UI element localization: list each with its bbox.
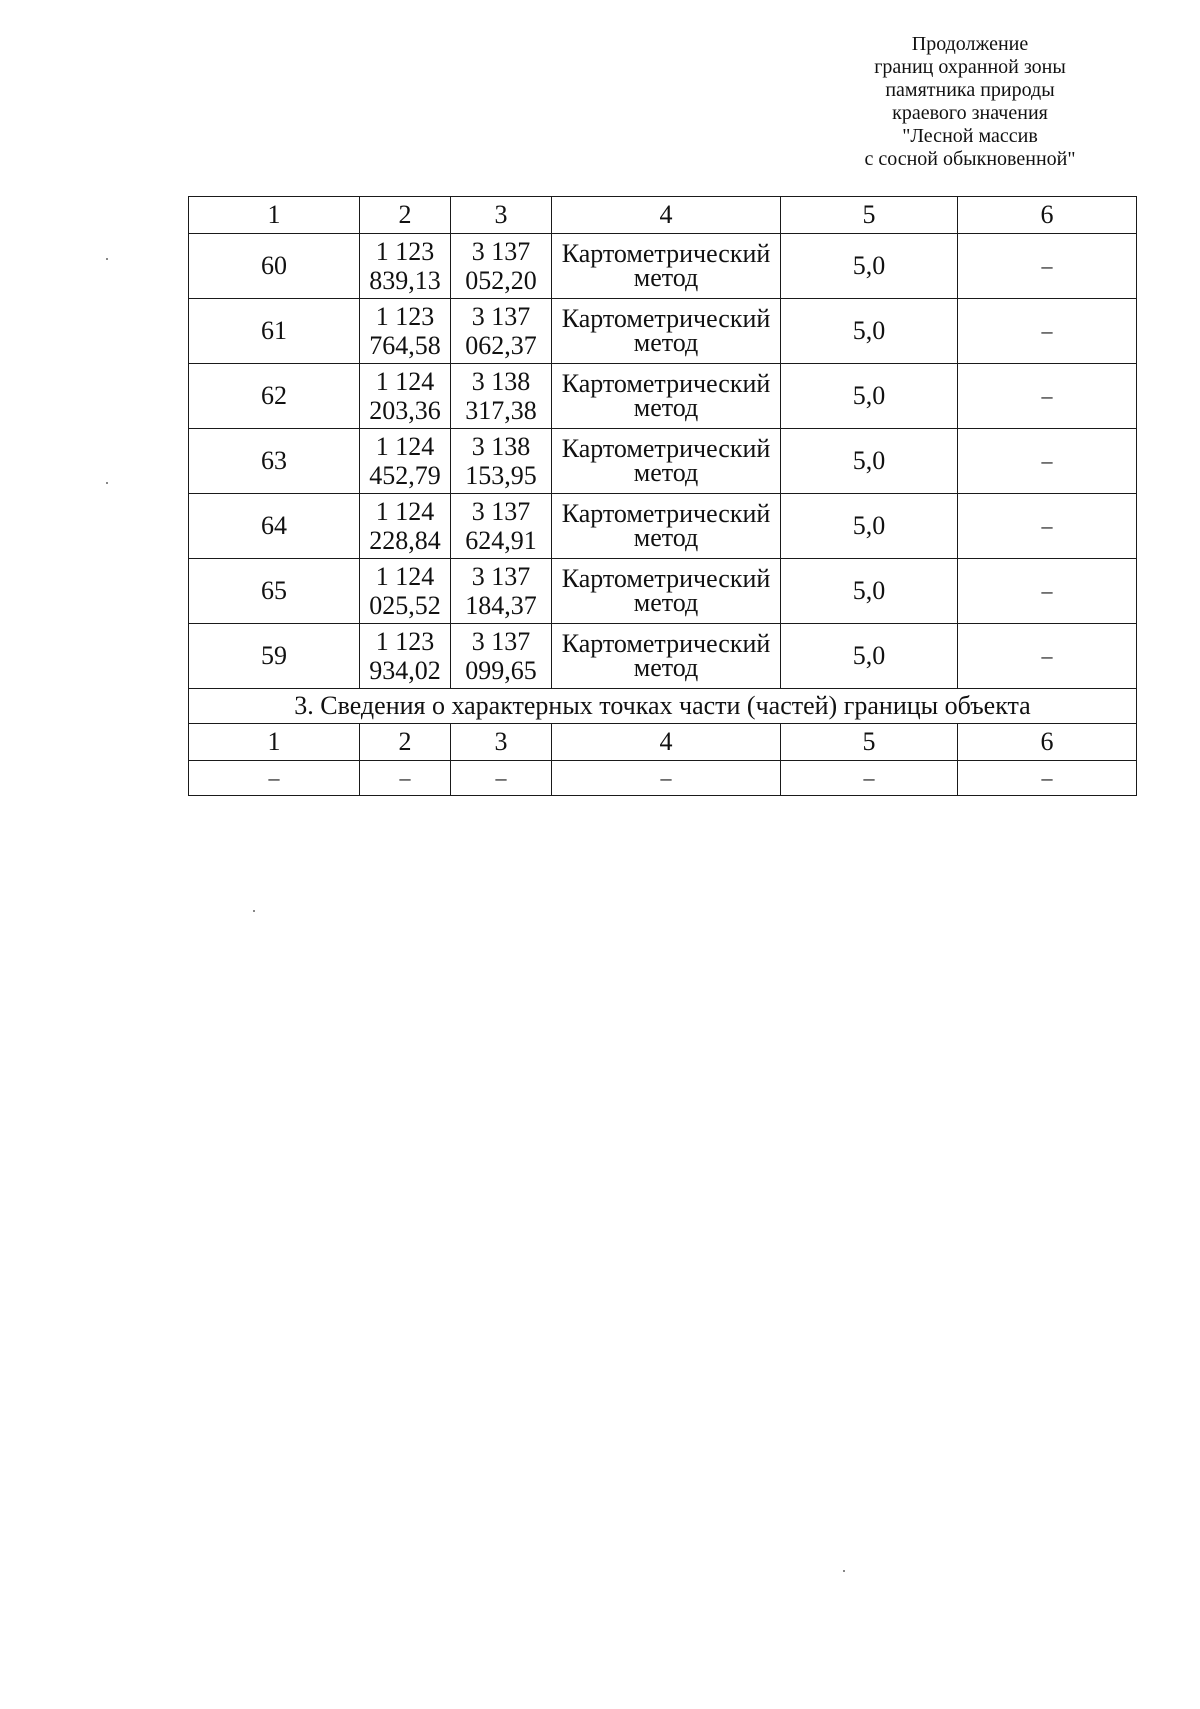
accuracy-cell: 5,0 (781, 299, 958, 364)
method-line1: Картометрический (561, 564, 771, 593)
point-number: 59 (189, 624, 360, 689)
empty-cell: – (552, 761, 781, 796)
column-number-row (189, 197, 1137, 234)
coordinate-x-line1: 1 124 (375, 367, 435, 396)
method-line2: метод (633, 458, 699, 487)
coordinate-y-line1: 3 138 (471, 432, 531, 461)
method-line2: метод (633, 588, 699, 617)
boundary-points-table (188, 196, 1137, 796)
column-number: 4 (552, 197, 781, 234)
coordinate-y-line1: 3 138 (471, 367, 531, 396)
note-cell: – (958, 559, 1137, 624)
continuation-note (770, 33, 1170, 171)
column-number: 1 (189, 724, 360, 761)
column-number: 6 (958, 197, 1137, 234)
coordinate-x (360, 429, 451, 494)
coordinate-x-line2: 228,84 (369, 526, 441, 555)
table-row (189, 559, 1137, 624)
method-cell (552, 559, 781, 624)
coordinate-y (451, 299, 552, 364)
column-number: 3 (451, 197, 552, 234)
section-title-row (189, 689, 1137, 724)
section-title: 3. Сведения о характерных точках части (частей) границы объекта (189, 689, 1137, 724)
note-cell: – (958, 364, 1137, 429)
coordinate-x-line1: 1 124 (375, 497, 435, 526)
accuracy-cell: 5,0 (781, 234, 958, 299)
note-cell: – (958, 299, 1137, 364)
section-column-number-row (189, 724, 1137, 761)
coordinate-x-line2: 934,02 (369, 656, 441, 685)
coordinate-y (451, 234, 552, 299)
method-cell (552, 299, 781, 364)
coordinate-x-line1: 1 123 (375, 627, 435, 656)
coordinate-x (360, 299, 451, 364)
accuracy-cell: 5,0 (781, 429, 958, 494)
note-cell: – (958, 624, 1137, 689)
continuation-note-line: краевого значения (892, 102, 1048, 124)
coordinate-x-line2: 839,13 (369, 266, 441, 295)
method-line2: метод (633, 393, 699, 422)
coordinate-y-line2: 099,65 (465, 656, 537, 685)
coordinate-x-line2: 452,79 (369, 461, 441, 490)
method-cell (552, 429, 781, 494)
column-number: 2 (360, 724, 451, 761)
coordinate-x (360, 364, 451, 429)
coordinate-y-line1: 3 137 (471, 237, 531, 266)
column-number: 2 (360, 197, 451, 234)
coordinate-x (360, 624, 451, 689)
accuracy-cell: 5,0 (781, 494, 958, 559)
column-number: 4 (552, 724, 781, 761)
table-row (189, 429, 1137, 494)
method-line1: Картометрический (561, 434, 771, 463)
table-row (189, 299, 1137, 364)
empty-cell: – (451, 761, 552, 796)
table-row (189, 494, 1137, 559)
accuracy-cell: 5,0 (781, 364, 958, 429)
column-number: 1 (189, 197, 360, 234)
coordinate-y (451, 494, 552, 559)
coordinate-x-line1: 1 124 (375, 432, 435, 461)
coordinate-y-line2: 317,38 (465, 396, 537, 425)
coordinate-y-line1: 3 137 (471, 497, 531, 526)
coordinate-x-line2: 203,36 (369, 396, 441, 425)
empty-cell: – (189, 761, 360, 796)
empty-cell: – (958, 761, 1137, 796)
method-cell (552, 494, 781, 559)
column-number: 5 (781, 197, 958, 234)
method-line1: Картометрический (561, 304, 771, 333)
coordinate-y-line2: 153,95 (465, 461, 537, 490)
coordinate-y-line1: 3 137 (471, 627, 531, 656)
continuation-note-line: границ охранной зоны (874, 56, 1066, 78)
empty-cell: – (360, 761, 451, 796)
scan-speck (106, 258, 108, 260)
table-row (189, 624, 1137, 689)
scan-speck (106, 482, 108, 484)
coordinate-x-line2: 764,58 (369, 331, 441, 360)
coordinate-y (451, 624, 552, 689)
method-cell (552, 364, 781, 429)
point-number: 63 (189, 429, 360, 494)
continuation-note-line: памятника природы (885, 79, 1055, 101)
coordinate-x-line1: 1 124 (375, 562, 435, 591)
point-number: 62 (189, 364, 360, 429)
point-number: 64 (189, 494, 360, 559)
note-cell: – (958, 429, 1137, 494)
coordinate-x (360, 234, 451, 299)
coordinate-x-line1: 1 123 (375, 237, 435, 266)
method-line2: метод (633, 328, 699, 357)
column-number: 5 (781, 724, 958, 761)
method-line1: Картометрический (561, 239, 771, 268)
continuation-note-line: Продолжение (911, 33, 1029, 55)
coordinate-y (451, 364, 552, 429)
method-line1: Картометрический (561, 629, 771, 658)
coordinate-y-line2: 052,20 (465, 266, 537, 295)
point-number: 60 (189, 234, 360, 299)
coordinate-y-line1: 3 137 (471, 302, 531, 331)
section-empty-row (189, 761, 1137, 796)
table-row (189, 234, 1137, 299)
note-cell: – (958, 494, 1137, 559)
method-line1: Картометрический (561, 369, 771, 398)
coordinate-y-line2: 062,37 (465, 331, 537, 360)
coordinate-x-line2: 025,52 (369, 591, 441, 620)
coordinate-y-line1: 3 137 (471, 562, 531, 591)
method-cell (552, 234, 781, 299)
point-number: 61 (189, 299, 360, 364)
coordinate-x (360, 494, 451, 559)
coordinate-x (360, 559, 451, 624)
column-number: 6 (958, 724, 1137, 761)
accuracy-cell: 5,0 (781, 559, 958, 624)
empty-cell: – (781, 761, 958, 796)
method-line2: метод (633, 263, 699, 292)
coordinate-y-line2: 624,91 (465, 526, 537, 555)
method-line1: Картометрический (561, 499, 771, 528)
coordinate-x-line1: 1 123 (375, 302, 435, 331)
continuation-note-line: с сосной обыкновенной" (864, 148, 1076, 170)
coordinate-y (451, 559, 552, 624)
continuation-note-line: "Лесной массив (902, 125, 1038, 147)
accuracy-cell: 5,0 (781, 624, 958, 689)
scan-speck (253, 910, 255, 912)
coordinate-y (451, 429, 552, 494)
column-number: 3 (451, 724, 552, 761)
method-line2: метод (633, 523, 699, 552)
method-cell (552, 624, 781, 689)
scan-speck (843, 1570, 845, 1572)
method-line2: метод (633, 653, 699, 682)
note-cell: – (958, 234, 1137, 299)
coordinate-y-line2: 184,37 (465, 591, 537, 620)
point-number: 65 (189, 559, 360, 624)
table-row (189, 364, 1137, 429)
